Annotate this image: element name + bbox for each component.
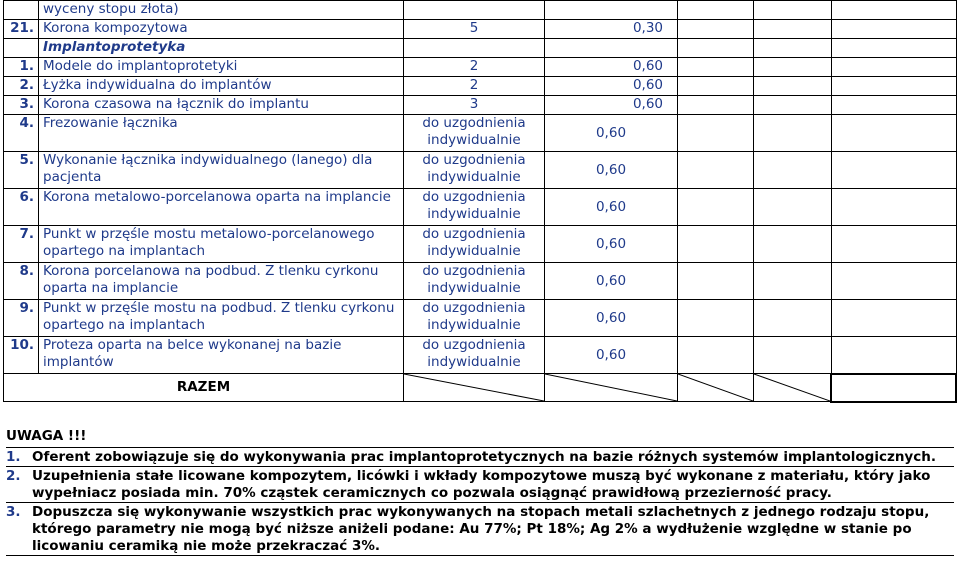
note-number: 3. [6,504,21,520]
item-number: 7. [4,226,39,263]
item-price: 0,60 [545,263,678,300]
item-number [4,39,39,58]
item-number: 3. [4,96,39,115]
notes-title: UWAGA !!! [6,428,87,444]
table-row [4,300,957,337]
empty-cell [678,189,754,226]
item-quantity: do uzgodnienia indywidualnie [404,263,545,300]
empty-cell [678,300,754,337]
table-row [4,263,957,300]
empty-cell [754,300,832,337]
empty-cell [754,152,832,189]
empty-cell [831,58,956,77]
note-text: Dopuszcza się wykonywanie wszystkich prac wykonywanych na stopach metali szlachetnych z jednego rodzaju stopu, którego parametry nie mogą być niższe aniżeli podane: Au 77%; Pt 18%; Ag 2% a wydłużenie względne w stanie po licowaniu ceramiką nie może przekraczać 3%. [32,504,930,554]
item-price: 0,30 [545,20,678,39]
item-price: 0,60 [545,115,678,152]
note-item [6,447,954,466]
item-name: Korona czasowa na łącznik do implantu [39,96,404,115]
item-name: Frezowanie łącznika [39,115,404,152]
empty-cell [754,96,832,115]
empty-cell [754,189,832,226]
empty-cell [678,20,754,39]
item-number: 5. [4,152,39,189]
empty-cell [754,39,832,58]
empty-cell [754,1,832,20]
notes-section [6,428,954,556]
item-number: 2. [4,77,39,96]
item-price: 0,60 [545,77,678,96]
item-name: Korona metalowo-porcelanowa oparta na implancie [39,189,404,226]
item-name: Punkt w przęśle mostu na podbud. Z tlenku cyrkonu opartego na implantach [39,300,404,337]
table-row [4,152,957,189]
price-table [3,0,957,410]
empty-cell [754,337,832,374]
table-row [4,77,957,96]
note-text: Uzupełnienia stałe licowane kompozytem, licówki i wkłady kompozytowe muszą być wykonane z materiału, który jako wypełniacz posiada min. 70% cząstek ceramicznych co pozwala osiągnąć prawidłową przezierność pracy. [32,468,931,501]
item-name: Implantoprotetyka [39,39,404,58]
note-number: 1. [6,449,21,465]
item-price: 0,60 [545,337,678,374]
item-quantity: 3 [404,96,545,115]
empty-cell [831,96,956,115]
total-value-cell [831,374,956,402]
total-label: RAZEM [4,374,404,402]
item-name: wyceny stopu złota) [39,1,404,20]
empty-cell [831,77,956,96]
table-row [4,226,957,263]
empty-cell [831,39,956,58]
empty-cell [754,20,832,39]
empty-cell [831,300,956,337]
empty-cell [678,96,754,115]
note-text: Oferent zobowiązuje się do wykonywania prac implantoprotetycznych na bazie różnych systemów implantologicznych. [32,449,936,465]
table-row [4,1,957,20]
table-row [4,96,957,115]
item-quantity: do uzgodnienia indywidualnie [404,300,545,337]
item-price [545,1,678,20]
item-price: 0,60 [545,189,678,226]
table-row [4,337,957,374]
empty-cell [831,115,956,152]
empty-cell [678,39,754,58]
item-quantity: 2 [404,77,545,96]
item-quantity: do uzgodnienia indywidualnie [404,152,545,189]
item-quantity: 2 [404,58,545,77]
item-number: 9. [4,300,39,337]
empty-cell [678,115,754,152]
table-row [4,58,957,77]
item-number: 10. [4,337,39,374]
crossed-cell [754,374,832,402]
item-quantity [404,39,545,58]
item-number: 4. [4,115,39,152]
note-item [6,502,954,556]
table-row [4,115,957,152]
table-row [4,39,957,58]
item-name: Proteza oparta na belce wykonanej na bazie implantów [39,337,404,374]
total-row [4,374,957,402]
empty-cell [678,337,754,374]
item-price: 0,60 [545,300,678,337]
note-item [6,466,954,502]
item-number: 6. [4,189,39,226]
empty-cell [678,263,754,300]
item-price: 0,60 [545,58,678,77]
empty-cell [831,1,956,20]
empty-cell [754,263,832,300]
spacer-row [4,402,957,410]
item-name: Łyżka indywidualna do implantów [39,77,404,96]
note-number: 2. [6,468,21,484]
crossed-cell [404,374,545,402]
empty-cell [754,58,832,77]
item-name: Korona kompozytowa [39,20,404,39]
item-quantity: do uzgodnienia indywidualnie [404,115,545,152]
item-number: 1. [4,58,39,77]
item-quantity: do uzgodnienia indywidualnie [404,189,545,226]
item-name: Modele do implantoprotetyki [39,58,404,77]
item-number [4,1,39,20]
item-quantity [404,1,545,20]
empty-cell [678,152,754,189]
item-quantity: do uzgodnienia indywidualnie [404,337,545,374]
empty-cell [678,226,754,263]
empty-cell [754,77,832,96]
empty-cell [678,1,754,20]
item-price: 0,60 [545,226,678,263]
item-name: Punkt w przęśle mostu metalowo-porcelanowego opartego na implantach [39,226,404,263]
empty-cell [678,77,754,96]
crossed-cell [545,374,678,402]
item-price: 0,60 [545,152,678,189]
item-number: 21. [4,20,39,39]
item-name: Korona porcelanowa na podbud. Z tlenku cyrkonu oparta na implancie [39,263,404,300]
empty-cell [831,263,956,300]
empty-cell [754,115,832,152]
item-name: Wykonanie łącznika indywidualnego (lanego) dla pacjenta [39,152,404,189]
empty-cell [754,226,832,263]
empty-cell [831,189,956,226]
table-row [4,189,957,226]
table-row [4,20,957,39]
item-price: 0,60 [545,96,678,115]
empty-cell [831,226,956,263]
empty-cell [831,152,956,189]
item-number: 8. [4,263,39,300]
item-quantity: 5 [404,20,545,39]
item-quantity: do uzgodnienia indywidualnie [404,226,545,263]
empty-cell [678,58,754,77]
empty-cell [831,337,956,374]
empty-cell [831,20,956,39]
item-price [545,39,678,58]
crossed-cell [678,374,754,402]
